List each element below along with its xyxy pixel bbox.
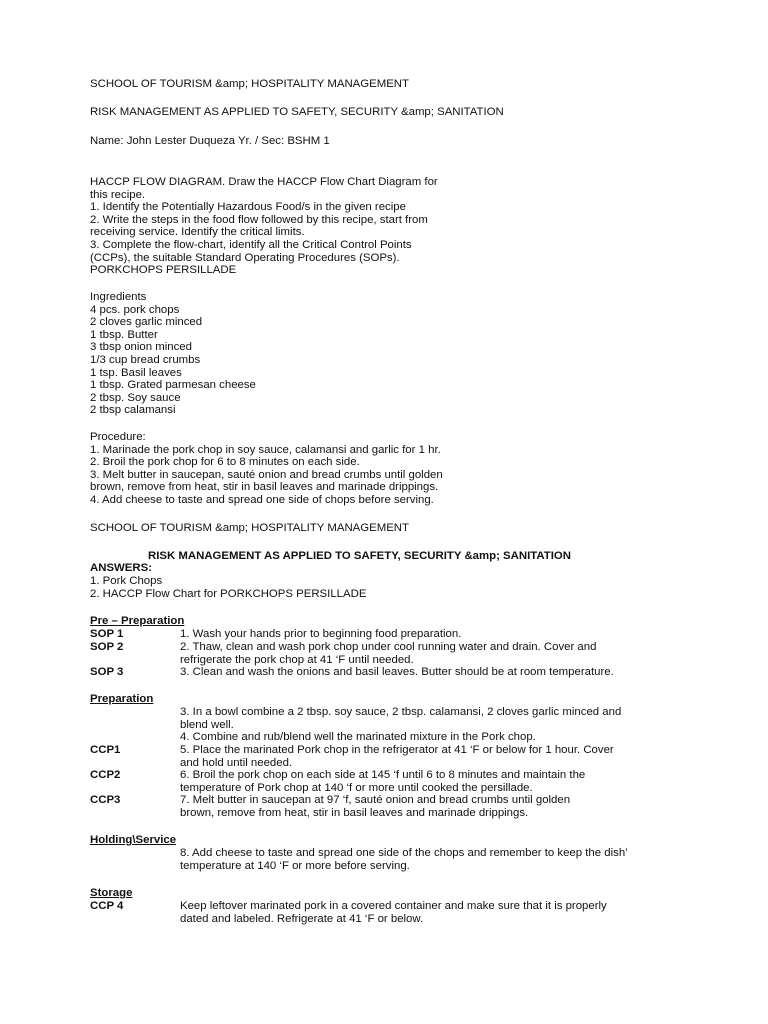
answer-line: 1. Pork Chops — [90, 575, 163, 587]
ccp-1-label: CCP1 — [90, 744, 121, 756]
sop-2-text: 2. Thaw, clean and wash pork chop under cool running water and drain. Cover and — [180, 641, 597, 653]
instruction-line: 3. Complete the flow-chart, identify all the Critical Control Points — [90, 238, 412, 251]
ingredient-item: 1/3 cup bread crumbs — [90, 353, 201, 366]
course-title: RISK MANAGEMENT AS APPLIED TO SAFETY, SECURITY &amp; SANITATION — [90, 106, 504, 118]
course-title-2: RISK MANAGEMENT AS APPLIED TO SAFETY, SECURITY &amp; SANITATION — [148, 550, 571, 562]
recipe-title: PORKCHOPS PERSILLADE — [90, 264, 237, 277]
ingredient-item: 1 tsp. Basil leaves — [90, 366, 182, 379]
ccp-1-text: and hold until needed. — [180, 756, 293, 769]
ingredient-item: 2 tbsp. Soy sauce — [90, 391, 181, 404]
procedure-line: 3. Melt butter in saucepan, sauté onion and bread crumbs until golden — [90, 468, 443, 481]
ccp-4-text: Keep leftover marinated pork in a covered container and make sure that it is properly — [180, 900, 607, 912]
sop-3-text: 3. Clean and wash the onions and basil leaves. Butter should be at room temperature. — [180, 666, 614, 678]
ingredients-block — [90, 291, 256, 417]
sop-2-label: SOP 2 — [90, 641, 124, 653]
sop-2-text: refrigerate the pork chop at 41 ‘F until needed. — [180, 653, 414, 666]
ingredient-item: 1 tbsp. Butter — [90, 328, 158, 341]
holding-heading: Holding\Service — [90, 834, 177, 846]
prep-step-text: 3. In a bowl combine a 2 tbsp. soy sauce, 2 tbsp. calamansi, 2 cloves garlic minced and — [180, 706, 622, 718]
ccp-2-text: temperature of Pork chop at 140 ‘f or more until cooked the persillade. — [180, 781, 533, 794]
ccp-2-text: 6. Broil the pork chop on each side at 145 ‘f until 6 to 8 minutes and maintain the — [180, 769, 586, 781]
procedure-line: 2. Broil the pork chop for 6 to 8 minutes on each side. — [90, 456, 360, 469]
procedure-line: brown, remove from heat, stir in basil leaves and marinade drippings. — [90, 481, 439, 494]
prep-step-text: 4. Combine and rub/blend well the marinated mixture in the Pork chop. — [180, 731, 536, 743]
school-title: SCHOOL OF TOURISM &amp; HOSPITALITY MANAGEMENT — [90, 78, 409, 90]
ingredient-item: 4 pcs. pork chops — [90, 303, 180, 316]
ccp-2-label: CCP2 — [90, 769, 121, 781]
ingredient-item: 3 tbsp onion minced — [90, 341, 192, 354]
student-name-line: Name: John Lester Duqueza Yr. / Sec: BSHM 1 — [90, 135, 330, 147]
procedure-line: 1. Marinade the pork chop in soy sauce, calamansi and garlic for 1 hr. — [90, 443, 441, 456]
ingredients-heading: Ingredients — [90, 291, 147, 303]
procedure-block — [90, 431, 443, 507]
instruction-line: (CCPs), the suitable Standard Operating Procedures (SOPs). — [90, 251, 400, 264]
prep-step-text: blend well. — [180, 718, 234, 731]
ingredient-item: 1 tbsp. Grated parmesan cheese — [90, 379, 256, 392]
instruction-line: 2. Write the steps in the food flow followed by this recipe, start from — [90, 213, 428, 226]
ccp-1-text: 5. Place the marinated Pork chop in the refrigerator at 41 ‘F or below for 1 hour. Cover — [180, 744, 614, 756]
instruction-line: HACCP FLOW DIAGRAM. Draw the HACCP Flow Chart Diagram for — [90, 176, 438, 188]
school-title-2: SCHOOL OF TOURISM &amp; HOSPITALITY MANAGEMENT — [90, 522, 409, 534]
holding-text: 8. Add cheese to taste and spread one side of the chops and remember to keep the dish’ — [180, 847, 628, 859]
instructions-block — [90, 176, 438, 277]
ccp-3-label: CCP3 — [90, 794, 121, 806]
procedure-line: 4. Add cheese to taste and spread one side of chops before serving. — [90, 493, 434, 506]
pre-preparation-heading: Pre – Preparation — [90, 615, 185, 627]
holding-text: temperature at 140 ‘F or more before serving. — [180, 859, 410, 872]
ccp-4-text: dated and labeled. Refrigerate at 41 ‘F or below. — [180, 912, 424, 925]
storage-heading: Storage — [90, 887, 133, 899]
ccp-4-label: CCP 4 — [90, 900, 124, 912]
preparation-heading: Preparation — [90, 693, 154, 705]
instruction-line: this recipe. — [90, 188, 146, 201]
answers-heading: ANSWERS: — [90, 562, 153, 574]
instruction-line: receiving service. Identify the critical limits. — [90, 226, 305, 239]
ingredient-item: 2 tbsp calamansi — [90, 404, 176, 417]
sop-3-label: SOP 3 — [90, 666, 124, 678]
answer-line: 2. HACCP Flow Chart for PORKCHOPS PERSILLADE — [90, 588, 367, 600]
procedure-heading: Procedure: — [90, 431, 146, 443]
ccp-3-text: 7. Melt butter in saucepan at 97 ‘f, sauté onion and bread crumbs until golden — [180, 794, 571, 806]
sop-1-text: 1. Wash your hands prior to beginning food preparation. — [180, 628, 462, 640]
sop-1-label: SOP 1 — [90, 628, 124, 640]
instruction-line: 1. Identify the Potentially Hazardous Food/s in the given recipe — [90, 201, 406, 214]
ingredient-item: 2 cloves garlic minced — [90, 316, 203, 329]
ccp-3-text: brown, remove from heat, stir in basil leaves and marinade drippings. — [180, 806, 529, 819]
